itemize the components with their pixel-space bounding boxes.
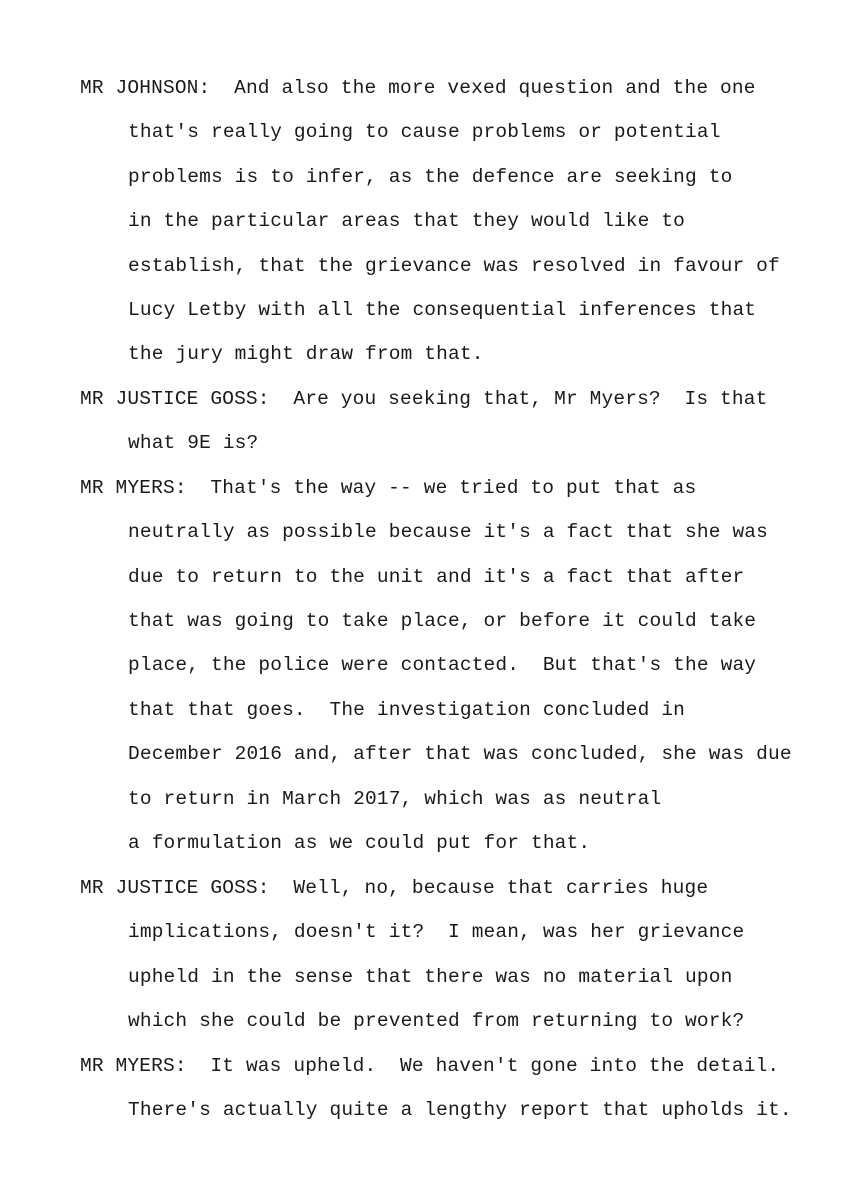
transcript-line xyxy=(80,876,708,900)
speaker-label: MR JOHNSON: xyxy=(80,77,211,99)
speech-text: Are you seeking that, Mr Myers? Is that xyxy=(293,388,768,410)
transcript-line: There's actually quite a lengthy report that upholds it. xyxy=(128,1099,792,1121)
transcript-line: in the particular areas that they would like to xyxy=(128,210,686,232)
transcript-line: neutrally as possible because it's a fact that she was xyxy=(128,521,769,543)
transcript-line: upheld in the sense that there was no material upon xyxy=(128,966,733,988)
transcript-line: December 2016 and, after that was concluded, she was due xyxy=(128,743,792,765)
transcript-line: Lucy Letby with all the consequential inferences that xyxy=(128,299,757,321)
speaker-label: MR JUSTICE GOSS: xyxy=(80,388,270,410)
transcript-line xyxy=(80,1054,779,1078)
transcript-line: to return in March 2017, which was as neutral xyxy=(128,788,662,810)
transcript-line: that's really going to cause problems or potential xyxy=(128,121,721,143)
transcript-line: problems is to infer, as the defence are seeking to xyxy=(128,166,733,188)
transcript-line: due to return to the unit and it's a fact that after xyxy=(128,566,745,588)
speech-text: Well, no, because that carries huge xyxy=(293,877,709,899)
speaker-label: MR JUSTICE GOSS: xyxy=(80,877,270,899)
transcript-line: the jury might draw from that. xyxy=(128,343,484,365)
transcript-line: that that goes. The investigation concluded in xyxy=(128,699,686,721)
transcript-line: a formulation as we could put for that. xyxy=(128,832,591,854)
transcript-line: which she could be prevented from returning to work? xyxy=(128,1010,745,1032)
transcript-line: establish, that the grievance was resolved in favour of xyxy=(128,255,780,277)
speech-text: And also the more vexed question and the one xyxy=(234,77,756,99)
transcript-line: implications, doesn't it? I mean, was her grievance xyxy=(128,921,745,943)
speaker-label: MR MYERS: xyxy=(80,477,187,499)
speech-text: It was upheld. We haven't gone into the detail. xyxy=(210,1055,780,1077)
transcript-line: what 9E is? xyxy=(128,432,259,454)
transcript-line xyxy=(80,476,696,500)
speaker-label: MR MYERS: xyxy=(80,1055,187,1077)
transcript-line xyxy=(80,76,756,100)
speech-text: That's the way -- we tried to put that as xyxy=(210,477,697,499)
transcript-line: that was going to take place, or before it could take xyxy=(128,610,757,632)
transcript-line: place, the police were contacted. But that's the way xyxy=(128,654,757,676)
transcript-line xyxy=(80,387,767,411)
